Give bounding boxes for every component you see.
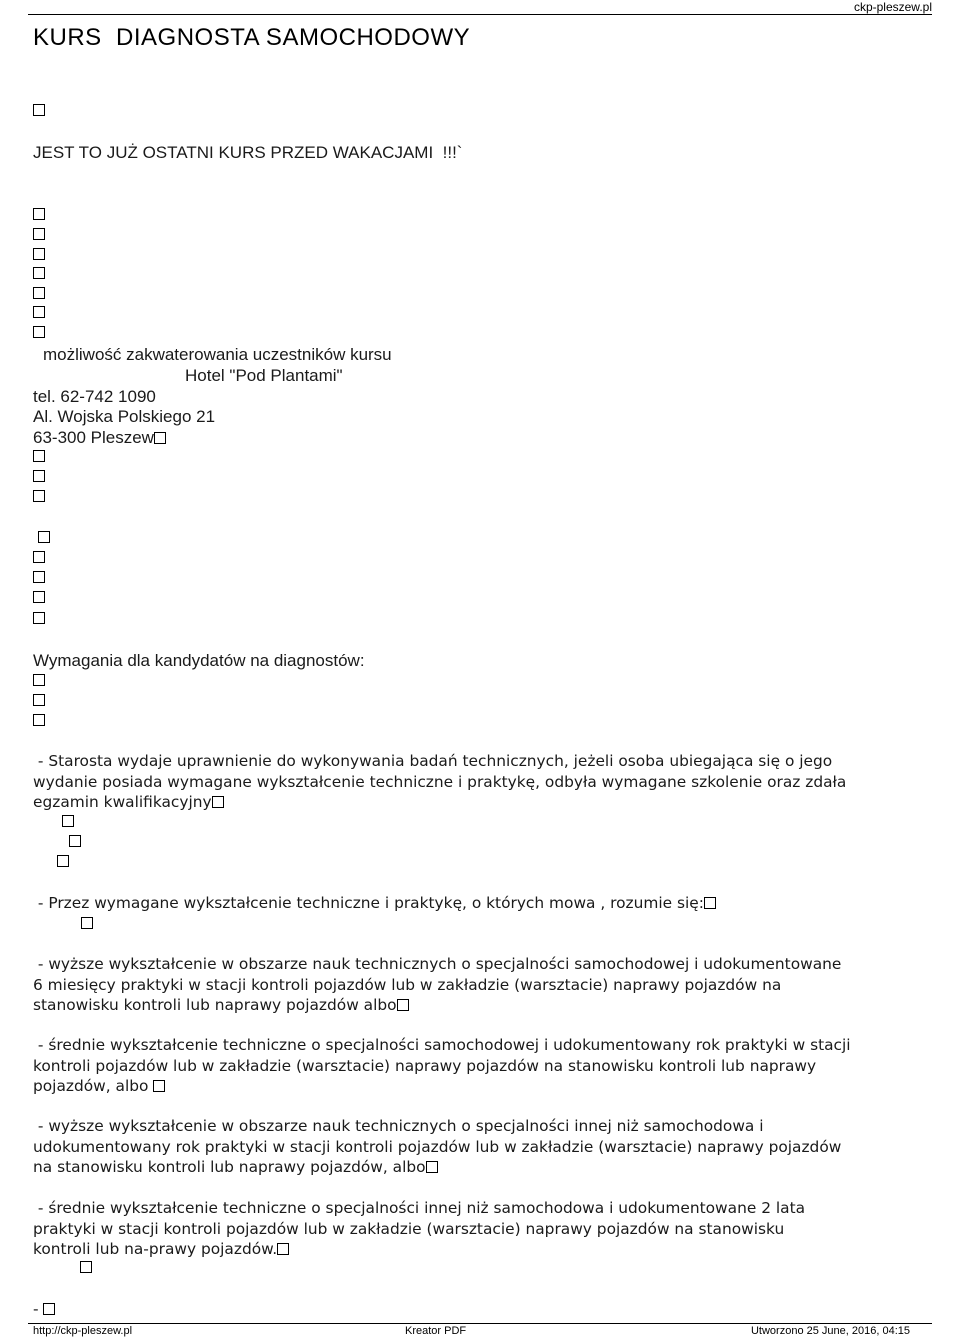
paragraph-line: egzamin kwalifikacyjny xyxy=(33,793,212,811)
footer-created: Utworzono 25 June, 2016, 04:15 xyxy=(750,1325,910,1337)
paragraph-line-wrap xyxy=(33,1157,933,1178)
header-divider xyxy=(28,14,932,15)
przez-paragraph xyxy=(33,893,933,914)
missing-glyph-icon xyxy=(33,714,45,726)
missing-glyph-icon xyxy=(38,531,50,543)
hotel-street: Al. Wojska Polskiego 21 xyxy=(33,407,216,426)
page-title: KURS DIAGNOSTA SAMOCHODOWY xyxy=(33,24,471,51)
missing-glyph-icon xyxy=(33,267,45,279)
missing-glyph-icon xyxy=(33,287,45,299)
missing-glyph-icon xyxy=(277,1243,289,1255)
paragraph-line: na stanowisku kontroli lub naprawy pojazdów, albo xyxy=(33,1158,426,1176)
paragraph-line: - średnie wykształcenie techniczne o specjalności innej niż samochodowa i udokumentowane 2 lata xyxy=(33,1199,806,1217)
missing-glyph-icon xyxy=(33,612,45,624)
missing-glyph-icon xyxy=(33,104,45,116)
paragraph-line-wrap xyxy=(33,1076,933,1097)
missing-glyph-icon xyxy=(33,591,45,603)
paragraph-line: udokumentowany rok praktyki w stacji kontroli pojazdów lub w zakładzie (warsztacie) naprawy pojazdów xyxy=(33,1137,842,1156)
requirement-4-paragraph xyxy=(33,1198,933,1260)
missing-glyph-icon xyxy=(33,694,45,706)
paragraph-line: - wyższe wykształcenie w obszarze nauk technicznych o specjalności samochodowej i udokumentowane xyxy=(33,955,842,973)
missing-glyph-icon xyxy=(33,470,45,482)
missing-glyph-icon xyxy=(80,1261,92,1273)
paragraph-line: - Starosta wydaje uprawnienie do wykonywania badań technicznych, jeżeli osoba ubiegająca się o jego xyxy=(33,752,833,770)
missing-glyph-icon xyxy=(397,999,409,1011)
missing-glyph-icon xyxy=(43,1303,55,1315)
missing-glyph-icon xyxy=(33,326,45,338)
requirements-heading: Wymagania dla kandydatów na diagnostów: xyxy=(33,651,365,670)
paragraph-line: wydanie posiada wymagane wykształcenie techniczne i praktykę, odbyła wymagane szkolenie oraz zdała xyxy=(33,772,847,791)
lodging-line1: możliwość zakwaterowania uczestników kursu xyxy=(43,345,392,364)
missing-glyph-icon xyxy=(33,674,45,686)
last-dash-row xyxy=(33,1299,55,1320)
paragraph-line: - średnie wykształcenie techniczne o specjalności samochodowej i udokumentowany rok praktyki w stacji xyxy=(33,1036,851,1054)
missing-glyph-icon xyxy=(33,228,45,240)
hotel-phone: tel. 62-742 1090 xyxy=(33,387,156,406)
hotel-city: 63-300 Pleszew xyxy=(33,428,154,447)
missing-glyph-icon xyxy=(69,835,81,847)
paragraph-line: praktyki w stacji kontroli pojazdów lub w zakładzie (warsztacie) naprawy pojazdów na stanowisku xyxy=(33,1219,785,1238)
missing-glyph-icon xyxy=(153,1080,165,1092)
footer-creator: Kreator PDF xyxy=(405,1325,467,1337)
hotel-city-row xyxy=(33,428,166,448)
missing-glyph-icon xyxy=(57,855,69,867)
paragraph-line-wrap xyxy=(33,792,933,813)
missing-glyph-icon xyxy=(62,815,74,827)
last-dash: - xyxy=(33,1300,44,1318)
missing-glyph-icon xyxy=(33,450,45,462)
paragraph-line: 6 miesięcy praktyki w stacji kontroli pojazdów lub w zakładzie (warsztacie) naprawy pojazdów na xyxy=(33,975,782,994)
footer-divider xyxy=(28,1323,932,1324)
paragraph-line: kontroli lub na-prawy pojazdów. xyxy=(33,1240,278,1258)
paragraph-line-wrap xyxy=(33,995,933,1016)
missing-glyph-icon xyxy=(33,551,45,563)
missing-glyph-icon xyxy=(81,917,93,929)
footer-url: http://ckp-pleszew.pl xyxy=(33,1325,133,1337)
missing-glyph-icon xyxy=(704,897,716,909)
requirement-2-paragraph xyxy=(33,1035,933,1097)
missing-glyph-icon xyxy=(33,248,45,260)
paragraph-line: kontroli pojazdów lub w zakładzie (warsztacie) naprawy pojazdów na stanowisku kontroli lub naprawy xyxy=(33,1056,817,1075)
missing-glyph-icon xyxy=(33,490,45,502)
requirement-3-paragraph xyxy=(33,1116,933,1178)
notice-text: JEST TO JUŻ OSTATNI KURS PRZED WAKACJAMI !!!` xyxy=(33,143,463,162)
paragraph-line-wrap xyxy=(33,1239,933,1260)
missing-glyph-icon xyxy=(33,208,45,220)
paragraph-line: - wyższe wykształcenie w obszarze nauk technicznych o specjalności innej niż samochodowa i xyxy=(33,1117,764,1135)
requirement-1-paragraph xyxy=(33,954,933,1016)
missing-glyph-icon xyxy=(33,306,45,318)
missing-glyph-icon xyxy=(426,1161,438,1173)
paragraph-line: pojazdów, albo xyxy=(33,1077,154,1095)
paragraph-line: - Przez wymagane wykształcenie techniczne i praktykę, o których mowa , rozumie się: xyxy=(33,894,704,912)
missing-glyph-icon xyxy=(33,571,45,583)
hotel-name: Hotel "Pod Plantami" xyxy=(185,366,343,385)
header-site-name: ckp-pleszew.pl xyxy=(853,0,932,14)
paragraph-line-wrap xyxy=(33,893,933,914)
missing-glyph-icon xyxy=(212,796,224,808)
starosta-paragraph xyxy=(33,751,933,813)
missing-glyph-icon xyxy=(154,432,166,444)
paragraph-line: stanowisku kontroli lub naprawy pojazdów albo xyxy=(33,996,397,1014)
